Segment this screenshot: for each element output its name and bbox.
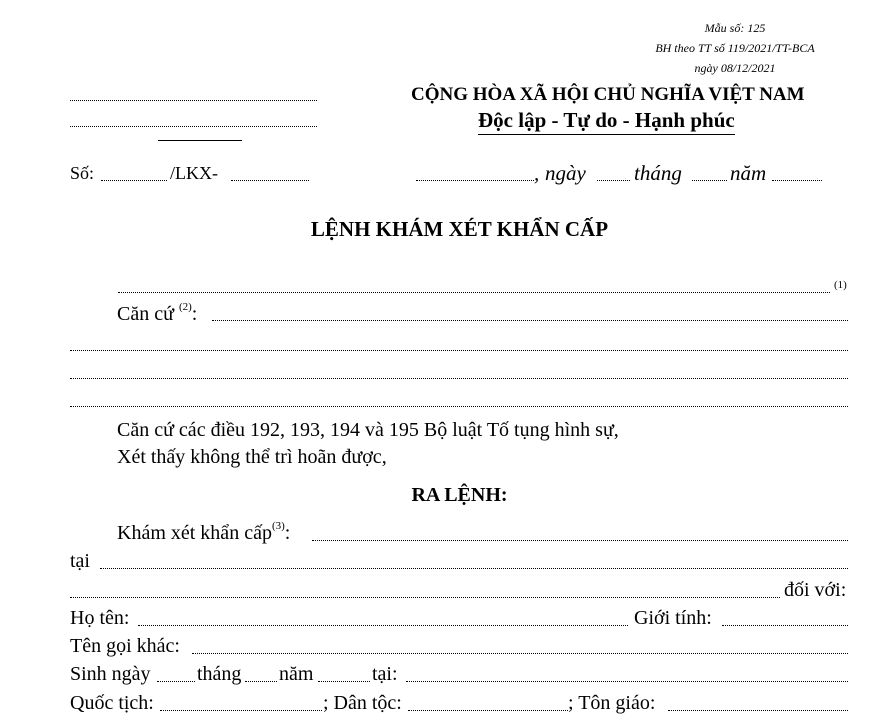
date-month-label: tháng [634, 161, 682, 185]
name-field[interactable] [138, 625, 628, 626]
authority-field[interactable] [118, 292, 830, 293]
birth-month-field[interactable] [245, 681, 277, 682]
form-number: Mẫu số: 125 [704, 21, 766, 35]
agency-superior-field[interactable] [70, 100, 317, 101]
national-motto: Độc lập - Tự do - Hạnh phúc [478, 107, 735, 135]
search-location-field[interactable] [100, 568, 848, 569]
at-label: tại [70, 550, 90, 572]
religion-field[interactable] [668, 710, 848, 711]
number-suffix-field[interactable] [231, 180, 309, 181]
gender-label: Giới tính: [634, 607, 712, 629]
basis-colon: : [191, 303, 198, 325]
country-name: CỘNG HÒA XÃ HỘI CHỦ NGHĨA VIỆT NAM [411, 84, 805, 105]
search-colon: : [284, 522, 291, 544]
ethnicity-label: ; Dân tộc: [323, 692, 402, 714]
search-target-field[interactable] [312, 540, 848, 541]
number-code: /LKX- [170, 163, 218, 183]
alias-label: Tên gọi khác: [70, 635, 180, 657]
place-field[interactable] [416, 180, 534, 181]
birth-year-label: năm [279, 663, 314, 685]
birth-place-field[interactable] [406, 681, 848, 682]
gender-field[interactable] [722, 625, 848, 626]
order-heading: RA LỆNH: [411, 484, 508, 506]
name-label: Họ tên: [70, 607, 130, 629]
basis-field-1[interactable] [212, 320, 848, 321]
form-note [640, 18, 830, 78]
note-1: (1) [834, 279, 847, 291]
date-year-label: năm [730, 161, 767, 185]
form-regulation: BH theo TT số 119/2021/TT-BCA [655, 41, 815, 55]
year-field[interactable] [772, 180, 822, 181]
born-label: Sinh ngày [70, 663, 151, 685]
nationality-field[interactable] [160, 710, 322, 711]
basis-field-3[interactable] [70, 378, 848, 379]
against-label: đối với: [784, 579, 847, 601]
birth-place-label: tại: [372, 663, 398, 685]
basis-field-4[interactable] [70, 406, 848, 407]
document-title: LỆNH KHÁM XÉT KHẨN CẤP [310, 217, 609, 241]
number-field[interactable] [101, 180, 167, 181]
search-text: Khám xét khẩn cấp [117, 522, 272, 544]
search-location-field-2[interactable] [70, 597, 780, 598]
agency-name-field[interactable] [70, 126, 317, 127]
agency-underline [158, 140, 242, 141]
birth-day-field[interactable] [157, 681, 195, 682]
birth-year-field[interactable] [318, 681, 370, 682]
basis-field-2[interactable] [70, 350, 848, 351]
nationality-label: Quốc tịch: [70, 692, 154, 714]
search-label [117, 522, 290, 545]
legal-basis-text: Căn cứ các điều 192, 193, 194 và 195 Bộ luật Tố tụng hình sự, [117, 419, 619, 441]
day-field[interactable] [597, 180, 630, 181]
search-note: (3) [271, 520, 285, 532]
alias-field[interactable] [192, 653, 848, 654]
date-day-label: ngày [545, 161, 586, 185]
month-field[interactable] [692, 180, 727, 181]
basis-note: (2) [178, 301, 192, 313]
date-comma: , [534, 161, 540, 185]
consideration-text: Xét thấy không thể trì hoãn được, [117, 446, 387, 468]
basis-label [117, 303, 197, 326]
ethnicity-field[interactable] [408, 710, 568, 711]
form-date: ngày 08/12/2021 [694, 61, 776, 75]
basis-text: Căn cứ [117, 303, 174, 325]
religion-label: ; Tôn giáo: [568, 692, 656, 714]
number-label: Số: [70, 163, 95, 183]
birth-month-label: tháng [197, 663, 242, 685]
